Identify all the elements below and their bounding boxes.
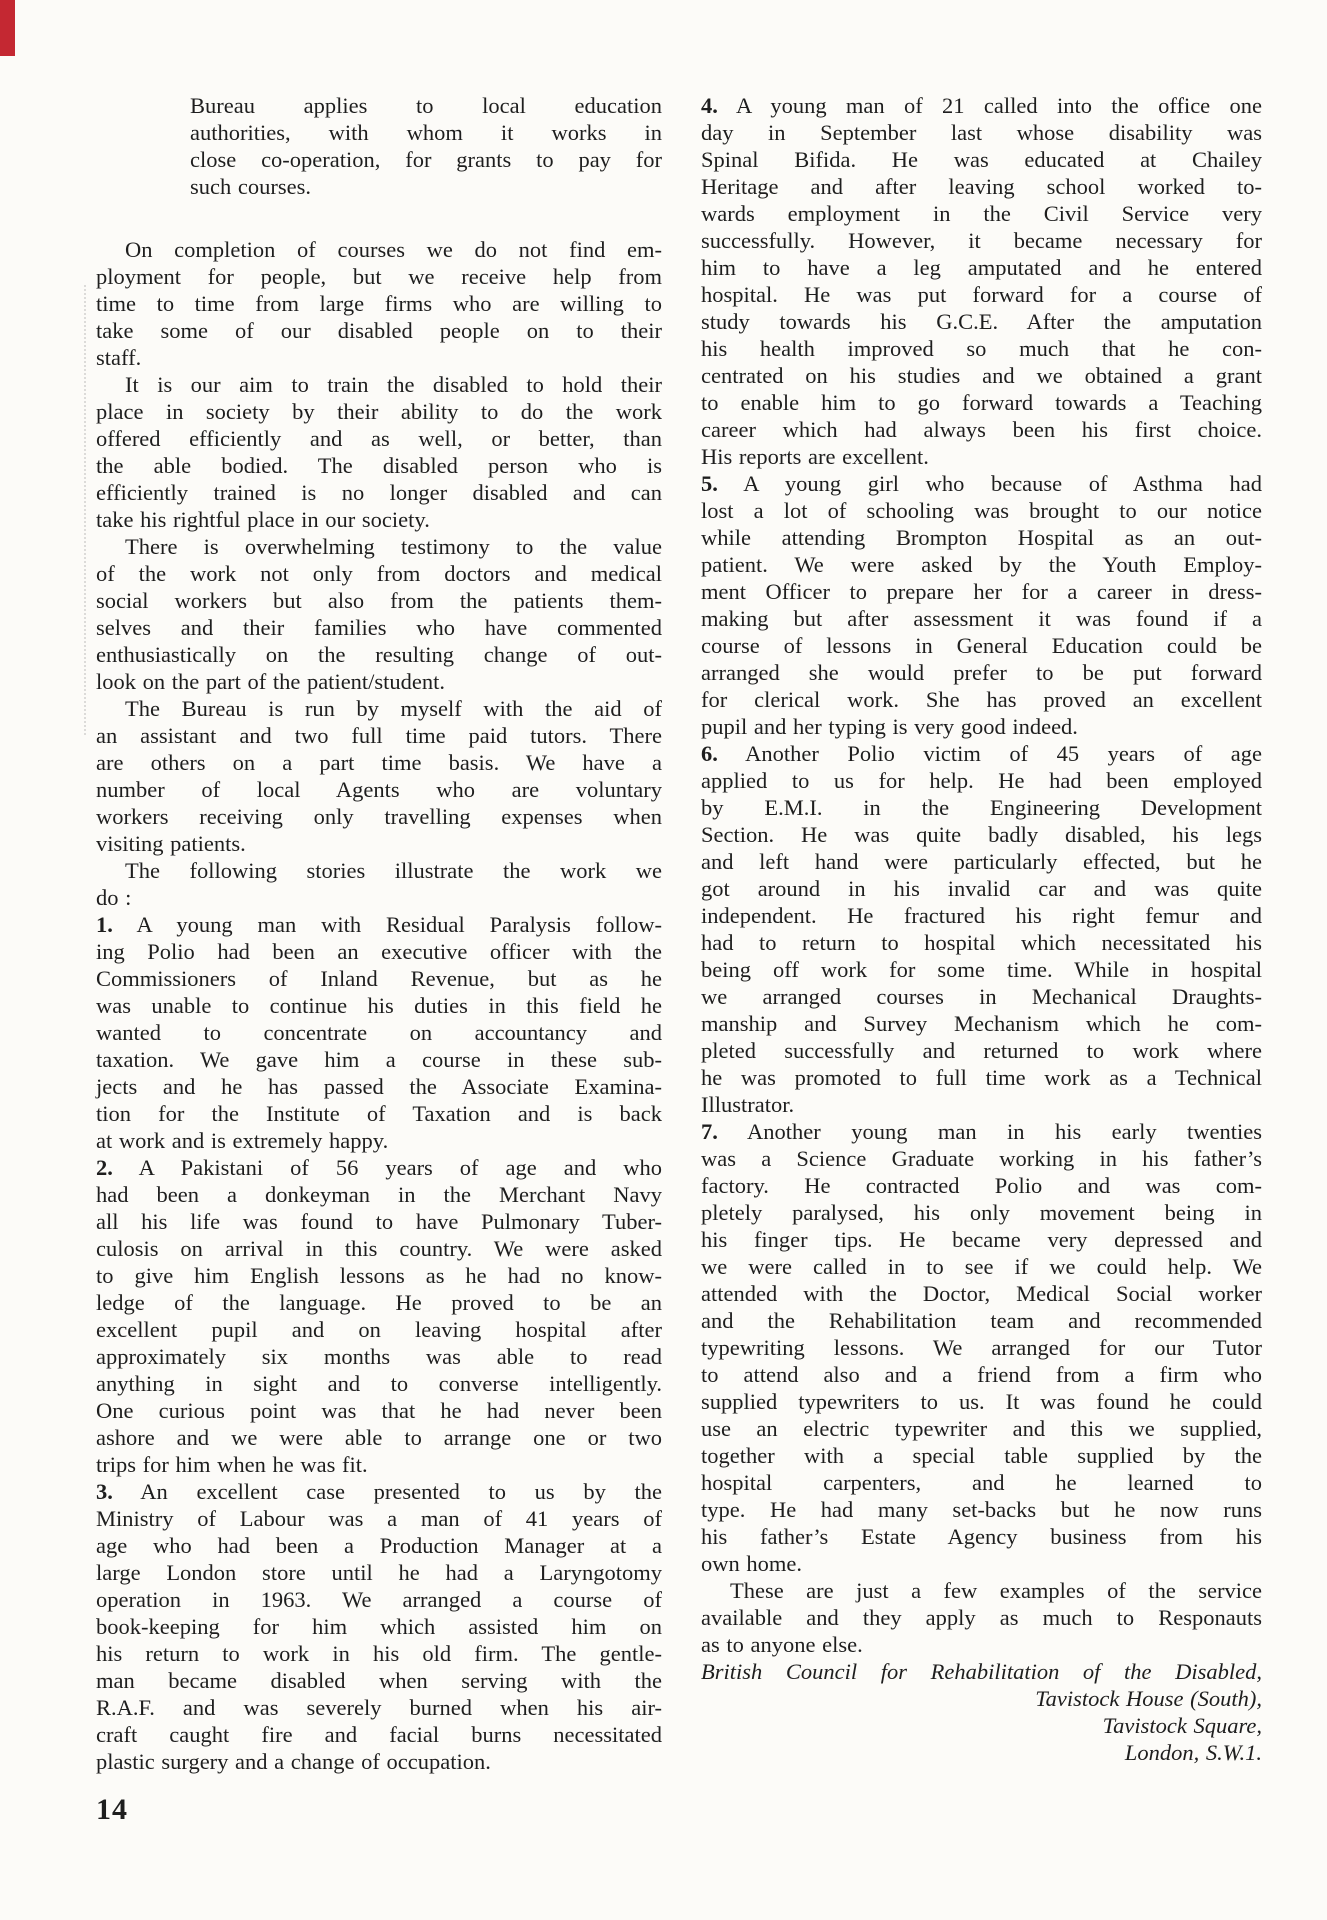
text-line: own home.: [701, 1551, 802, 1576]
text-line: take some of our disabled people on to their: [96, 318, 662, 343]
paragraph: [701, 1658, 1262, 1685]
text-line: anything in sight and to converse intelligently.: [96, 1371, 662, 1396]
text-line: Spinal Bifida. He was educated at Chailey: [701, 147, 1262, 172]
text-line: British Council for Rehabilitation of the Disabled,: [701, 1659, 1262, 1684]
text-line: him to have a leg amputated and he entered: [701, 255, 1262, 280]
text-line: One curious point was that he had never been: [96, 1398, 662, 1423]
text-line: Bureau applies to local education: [190, 93, 662, 118]
text-line: got around in his invalid car and was quite: [701, 876, 1262, 901]
paragraph: [96, 371, 662, 533]
text-line: 1. A young man with Residual Paralysis follow-: [96, 912, 662, 937]
text-line: wanted to concentrate on accountancy and: [96, 1020, 662, 1045]
text-line: factory. He contracted Polio and was com-: [701, 1173, 1262, 1198]
text-line: Tavistock House (South),: [1035, 1686, 1262, 1711]
item-number: 1.: [96, 912, 113, 937]
text-line: ployment for people, but we receive help from: [96, 264, 662, 289]
text-line: man became disabled when serving with the: [96, 1668, 662, 1693]
left-column: [96, 92, 662, 1775]
text-line: his return to work in his old firm. The gentle-: [96, 1641, 662, 1666]
text-line: course of lessons in General Education could be: [701, 633, 1262, 658]
text-line: had to return to hospital which necessitated his: [701, 930, 1262, 955]
text-line: take his rightful place in our society.: [96, 507, 430, 532]
text-line: career which had always been his first choice.: [701, 417, 1262, 442]
text-line: 4. A young man of 21 called into the office one: [701, 93, 1262, 118]
text-line: 6. Another Polio victim of 45 years of age: [701, 741, 1262, 766]
text-line: jects and he has passed the Associate Examina-: [96, 1074, 662, 1099]
text-line: lost a lot of schooling was brought to our notice: [701, 498, 1262, 523]
text-line: wards employment in the Civil Service very: [701, 201, 1262, 226]
text-line: to enable him to go forward towards a Teaching: [701, 390, 1262, 415]
text-line: approximately six months was able to read: [96, 1344, 662, 1369]
text-line: we were called in to see if we could help. We: [701, 1254, 1262, 1279]
text-line: large London store until he had a Laryngotomy: [96, 1560, 662, 1585]
text-line: together with a special table supplied by the: [701, 1443, 1262, 1468]
text-line: taxation. We gave him a course in these sub-: [96, 1047, 662, 1072]
text-line: all his life was found to have Pulmonary Tuber-: [96, 1209, 662, 1234]
text-line: and the Rehabilitation team and recommended: [701, 1308, 1262, 1333]
text-line: to attend also and a friend from a firm who: [701, 1362, 1262, 1387]
text-line: It is our aim to train the disabled to hold their: [125, 372, 662, 397]
item-number: 5.: [701, 471, 718, 496]
text-line: number of local Agents who are voluntary: [96, 777, 662, 802]
text-line: staff.: [96, 345, 142, 370]
text-line: Illustrator.: [701, 1092, 795, 1117]
text-line: available and they apply as much to Responauts: [701, 1605, 1262, 1630]
paragraph: [701, 1685, 1262, 1766]
text-line: enthusiastically on the resulting change of out-: [96, 642, 662, 667]
text-line: of the work not only from doctors and medical: [96, 561, 662, 586]
text-line: for clerical work. She has proved an excellent: [701, 687, 1262, 712]
text-line: by E.M.I. in the Engineering Development: [701, 795, 1262, 820]
text-line: close co-operation, for grants to pay for: [190, 147, 662, 172]
scan-artifact-dotted-line: [84, 285, 86, 735]
text-line: These are just a few examples of the service: [730, 1578, 1262, 1603]
text-line: offered efficiently and as well, or better, than: [96, 426, 662, 451]
text-line: The following stories illustrate the work we: [125, 858, 662, 883]
text-line: social workers but also from the patients them-: [96, 588, 662, 613]
text-line: 7. Another young man in his early twenties: [701, 1119, 1262, 1144]
text-line: at work and is extremely happy.: [96, 1128, 389, 1153]
text-line: had been a donkeyman in the Merchant Navy: [96, 1182, 662, 1207]
text-line: his health improved so much that he con-: [701, 336, 1262, 361]
paragraph: [96, 1154, 662, 1478]
text-line: successfully. However, it became necessary for: [701, 228, 1262, 253]
text-line: workers receiving only travelling expenses when: [96, 804, 662, 829]
page-number: 14: [96, 1793, 128, 1826]
text-line: and left hand were particularly effected, but he: [701, 849, 1262, 874]
paragraph: [96, 857, 662, 911]
text-line: pupil and her typing is very good indeed.: [701, 714, 1078, 739]
text-line: age who had been a Production Manager at a: [96, 1533, 662, 1558]
item-number: 4.: [701, 93, 718, 118]
text-line: Commissioners of Inland Revenue, but as he: [96, 966, 662, 991]
text-line: visiting patients.: [96, 831, 246, 856]
text-line: Tavistock Square,: [1102, 1713, 1262, 1738]
text-line: pleted successfully and returned to work where: [701, 1038, 1262, 1063]
text-line: 5. A young girl who because of Asthma had: [701, 471, 1262, 496]
item-number: 6.: [701, 741, 718, 766]
paragraph: [96, 236, 662, 371]
text-line: efficiently trained is no longer disabled and can: [96, 480, 662, 505]
text-line: On completion of courses we do not find em-: [125, 237, 662, 262]
text-line: supplied typewriters to us. It was found he could: [701, 1389, 1262, 1414]
text-line: centrated on his studies and we obtained a grant: [701, 363, 1262, 388]
text-line: 3. An excellent case presented to us by the: [96, 1479, 662, 1504]
item-number: 3.: [96, 1479, 113, 1504]
text-line: study towards his G.C.E. After the amputation: [701, 309, 1262, 334]
paragraph: [701, 1577, 1262, 1658]
text-line: pletely paralysed, his only movement being in: [701, 1200, 1262, 1225]
text-line: attended with the Doctor, Medical Social worker: [701, 1281, 1262, 1306]
text-line: type. He had many set-backs but he now runs: [701, 1497, 1262, 1522]
text-line: The Bureau is run by myself with the aid of: [125, 696, 662, 721]
text-line: use an electric typewriter and this we supplied,: [701, 1416, 1262, 1441]
text-line: hospital. He was put forward for a course of: [701, 282, 1262, 307]
text-line: His reports are excellent.: [701, 444, 929, 469]
paragraph: [96, 695, 662, 857]
text-line: authorities, with whom it works in: [190, 120, 662, 145]
text-line: arranged she would prefer to be put forward: [701, 660, 1262, 685]
text-line: operation in 1963. We arranged a course of: [96, 1587, 662, 1612]
text-line: plastic surgery and a change of occupation.: [96, 1749, 491, 1774]
text-line: his father’s Estate Agency business from his: [701, 1524, 1262, 1549]
text-line: while attending Brompton Hospital as an out-: [701, 525, 1262, 550]
text-line: ing Polio had been an executive officer with the: [96, 939, 662, 964]
text-line: ashore and we were able to arrange one or two: [96, 1425, 662, 1450]
right-column: [701, 92, 1262, 1766]
text-line: we arranged courses in Mechanical Draughts-: [701, 984, 1262, 1009]
text-line: Heritage and after leaving school worked to-: [701, 174, 1262, 199]
text-line: the able bodied. The disabled person who is: [96, 453, 662, 478]
paragraph: [701, 1118, 1262, 1577]
text-line: was a Science Graduate working in his father’s: [701, 1146, 1262, 1171]
text-line: excellent pupil and on leaving hospital after: [96, 1317, 662, 1342]
text-line: such courses.: [190, 174, 311, 199]
paragraph: [190, 92, 662, 200]
text-line: Ministry of Labour was a man of 41 years of: [96, 1506, 662, 1531]
paragraph: [96, 911, 662, 1154]
text-line: do :: [96, 885, 132, 910]
paragraph: [701, 740, 1262, 1118]
text-line: are others on a part time basis. We have a: [96, 750, 662, 775]
text-line: applied to us for help. He had been employed: [701, 768, 1262, 793]
text-line: hospital carpenters, and he learned to: [701, 1470, 1262, 1495]
text-line: R.A.F. and was severely burned when his air-: [96, 1695, 662, 1720]
text-line: ment Officer to prepare her for a career in dress-: [701, 579, 1262, 604]
text-line: 2. A Pakistani of 56 years of age and who: [96, 1155, 662, 1180]
text-line: patient. We were asked by the Youth Employ-: [701, 552, 1262, 577]
text-line: being off work for some time. While in hospital: [701, 957, 1262, 982]
paragraph: [96, 533, 662, 695]
text-line: time to time from large firms who are willing to: [96, 291, 662, 316]
text-line: book-keeping for him which assisted him on: [96, 1614, 662, 1639]
text-line: making but after assessment it was found if a: [701, 606, 1262, 631]
text-line: Section. He was quite badly disabled, his legs: [701, 822, 1262, 847]
text-line: his finger tips. He became very depressed and: [701, 1227, 1262, 1252]
text-line: There is overwhelming testimony to the value: [125, 534, 662, 559]
text-line: place in society by their ability to do the work: [96, 399, 662, 424]
text-line: craft caught fire and facial burns necessitated: [96, 1722, 662, 1747]
red-corner-mark: [0, 0, 15, 56]
text-line: typewriting lessons. We arranged for our Tutor: [701, 1335, 1262, 1360]
text-line: trips for him when he was fit.: [96, 1452, 368, 1477]
paragraph: [701, 92, 1262, 470]
text-line: London, S.W.1.: [1124, 1740, 1262, 1765]
text-line: tion for the Institute of Taxation and is back: [96, 1101, 662, 1126]
text-line: was unable to continue his duties in this field he: [96, 993, 662, 1018]
text-line: an assistant and two full time paid tutors. There: [96, 723, 662, 748]
text-line: independent. He fractured his right femur and: [701, 903, 1262, 928]
text-line: ledge of the language. He proved to be an: [96, 1290, 662, 1315]
paragraph: [96, 1478, 662, 1775]
text-line: he was promoted to full time work as a Technical: [701, 1065, 1262, 1090]
text-line: as to anyone else.: [701, 1632, 863, 1657]
item-number: 2.: [96, 1155, 113, 1180]
text-line: selves and their families who have commented: [96, 615, 662, 640]
text-line: day in September last whose disability was: [701, 120, 1262, 145]
text-line: manship and Survey Mechanism which he com-: [701, 1011, 1262, 1036]
paragraph: [701, 470, 1262, 740]
text-line: look on the part of the patient/student.: [96, 669, 446, 694]
text-line: culosis on arrival in this country. We were asked: [96, 1236, 662, 1261]
item-number: 7.: [701, 1119, 718, 1144]
text-line: to give him English lessons as he had no know-: [96, 1263, 662, 1288]
